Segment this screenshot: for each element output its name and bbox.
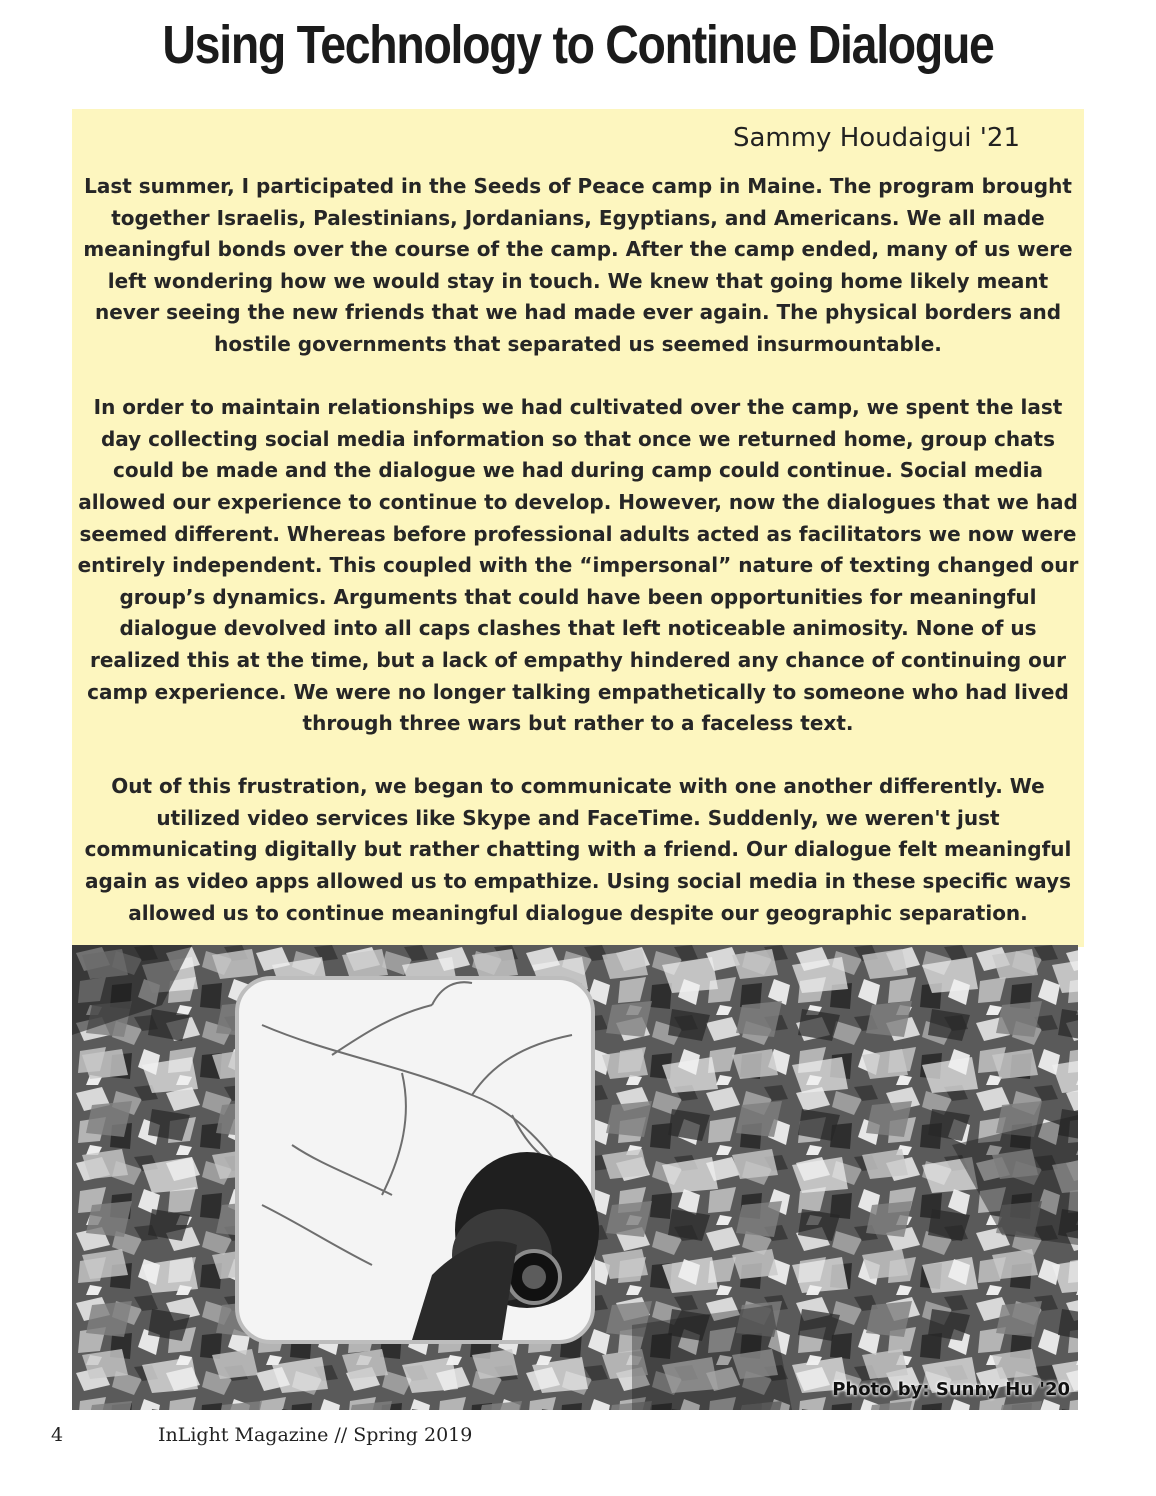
- paragraph-1: Last summer, I participated in the Seeds of Peace camp in Maine. The program brought together Israelis, Palestinians, Jordanians, Egyptians, and Americans. We all made meaningful bonds over the course of the camp. After the camp ended, many of us were left wondering how we would stay in touch. We knew that going home likely meant never seeing the new friends that we had made ever again. The physical borders and hostile governments that separated us seemed insurmountable.: [83, 174, 1073, 356]
- paragraph-2: In order to maintain relationships we had cultivated over the camp, we spent the last day collecting social media information so that once we returned home, group chats could be made and the dialogue we had during camp could continue. Social media allowed our experience to continue to develop. However, now the dialogues that we had seemed different. Whereas before professional adults acted as facilitators we now were entirely independent. This coupled with the “impersonal” nature of texting changed our group’s dynamics. Arguments that could have been opportunities for meaningful dialogue devolved into all caps clashes that left noticeable animosity. None of us realized this at the time, but a lack of empathy hindered any chance of continuing our camp experience. We were no longer talking empathetically to someone who had lived through three wars but rather to a faceless text.: [77, 395, 1079, 736]
- page-number: 4: [51, 1424, 64, 1446]
- mirror: [237, 978, 599, 1342]
- page-title: Using Technology to Continue Dialogue: [162, 15, 994, 75]
- article-panel: [72, 109, 1084, 947]
- photo-image: [72, 945, 1078, 1410]
- paragraph-3: Out of this frustration, we began to communicate with one another differently. We utilized video services like Skype and FaceTime. Suddenly, we weren't just communicating digitally but rather chatting with a friend. Our dialogue felt meaningful again as video apps allowed us to empathize. Using social media in these specific ways allowed us to continue meaningful dialogue despite our geographic separation.: [84, 774, 1072, 925]
- article-body: [76, 171, 1080, 929]
- author-byline: Sammy Houdaigui '21: [732, 123, 1020, 153]
- photo-credit: Photo by: Sunny Hu '20: [832, 1379, 1070, 1400]
- magazine-footer: InLight Magazine // Spring 2019: [158, 1424, 473, 1446]
- mirror-photo: [72, 945, 1078, 1410]
